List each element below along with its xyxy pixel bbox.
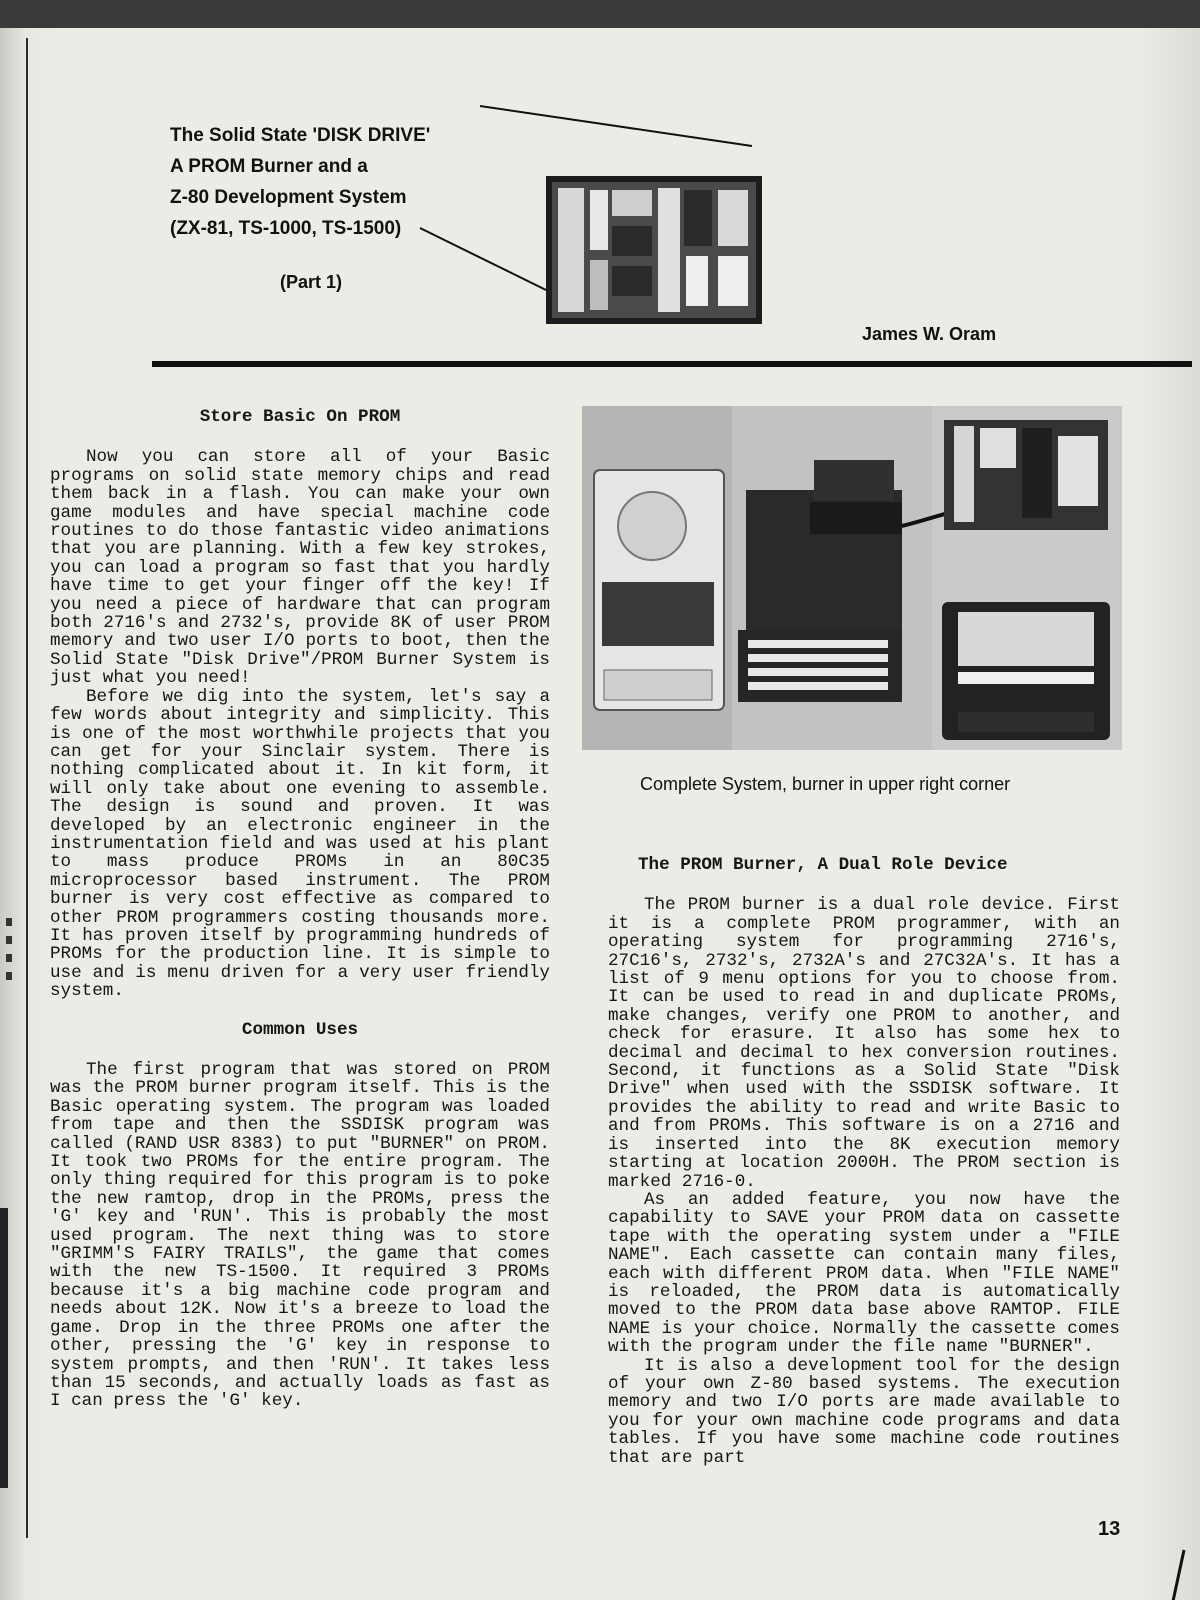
paragraph: It is also a development tool for the design of your own Z-80 based systems. The execution memory and two I/O ports are made available to you for your own machine code programs and data tables. If you have some machine code routines that are part xyxy=(608,1355,1120,1468)
author-byline: James W. Oram xyxy=(862,324,997,344)
title-line-3: Z-80 Development System xyxy=(170,187,407,208)
prom-board-photo xyxy=(546,176,762,324)
header-rule xyxy=(152,361,1192,367)
page-number: 13 xyxy=(1098,1518,1121,1540)
title-line-2: A PROM Burner and a xyxy=(170,156,368,177)
paragraph: Before we dig into the system, let's say a few words about integrity and simplicity. This is one of the most worthwhile projects that you can get for your Sinclair system. There is nothing complicated about it. In kit form, it will only take about one evening to assemble. The design is sound and proven. It was developed by an electronic engineer in the instrumentation field and was used at his plant to mass produce PROMs in an 80C35 microprocessor based instrument. The PROM burner is very cost effective as compared to other PROM programmers costing thousands more. It has proven itself by programming hundreds of PROMs for the production line. It is simple to use and is menu driven for a very user friendly system. xyxy=(50,686,550,1002)
pen-mark xyxy=(1168,1548,1188,1600)
section-heading-store-basic: Store Basic On PROM xyxy=(199,407,401,427)
paragraph: As an added feature, you now have the capability to SAVE your PROM data on cassette tape with the operating system under a "FILE NAME". Each cassette can contain many files, each with different PROM data. When "FILE NAME" is reloaded, the PROM data is automatically moved to the PROM data base above RAMTOP. FILE NAME is your choice. Normally the cassette comes with the program under the file name "BURNER". xyxy=(608,1189,1120,1358)
complete-system-photo xyxy=(582,406,1122,750)
section-heading-dual-role: The PROM Burner, A Dual Role Device xyxy=(638,855,1008,875)
paragraph: The PROM burner is a dual role device. First it is a complete PROM programmer, with an operating system for programming 2716's, 27C16's, 2732's, 2732A's and 27C32A's. It has a list of 9 menu options for you to choose from. It can be used to read in and duplicate PROMs, make changes, verify one PROM to another, and check for erasure. It also has some hex to decimal and decimal to hex conversion routines. Second, it functions as a Solid State "Disk Drive" when used with the SSDISK software. It provides the ability to read and write Basic to and from PROMs. This software is on a 2716 and is inserted into the 8K execution memory starting at location 2000H. The PROM section is marked 2716-0. xyxy=(608,895,1120,1192)
left-column xyxy=(50,408,550,1411)
right-column xyxy=(608,856,1120,1467)
paragraph: The first program that was stored on PROM was the PROM burner program itself. This is the Basic operating system. The program was loaded from tape and then the SSDISK program was called (RAND USR 8383) to put "BURNER" on PROM. It took two PROMs for the entire program. The only thing required for this program is to poke the new ramtop, drop in the PROMs, press the 'G' key and 'RUN'. This is probably the most used program. The next thing was to store "GRIMM'S FAIRY TRAILS", the game that comes with the new TS-1500. It required 3 PROMs because it's a big machine code program and needs about 12K. Now it's a breeze to load the game. Drop in the three PROMs one after the other, pressing the 'G' key in response to system prompts, and then 'RUN'. It takes less than 15 seconds, and actually loads as fast as I can press the 'G' key. xyxy=(50,1060,550,1412)
margin-marks xyxy=(2,908,16,980)
part-label: (Part 1) xyxy=(280,272,343,292)
binding-edge xyxy=(26,38,28,1538)
section-heading-common-uses: Common Uses xyxy=(241,1019,359,1040)
paragraph: Now you can store all of your Basic programs on solid state memory chips and read them back in a flash. You can make your own game modules and have special machine code routines to do those fantastic video animations that you are planning. With a few key strokes, you can load a program so fast that you hardly have time to get your finger off the key! If you need a piece of hardware that can program both 2716's and 2732's, provide 8K of user PROM memory and two user I/O ports to boot, then the Solid State "Disk Drive"/PROM Burner System is just what you need! xyxy=(50,447,550,689)
title-line-1: The Solid State 'DISK DRIVE' xyxy=(170,125,431,146)
article-title xyxy=(170,120,530,244)
margin-bar xyxy=(0,1208,8,1488)
title-line-4: (ZX-81, TS-1000, TS-1500) xyxy=(170,218,402,239)
figure-caption: Complete System, burner in upper right corner xyxy=(640,774,1011,794)
magazine-page xyxy=(0,28,1200,1600)
